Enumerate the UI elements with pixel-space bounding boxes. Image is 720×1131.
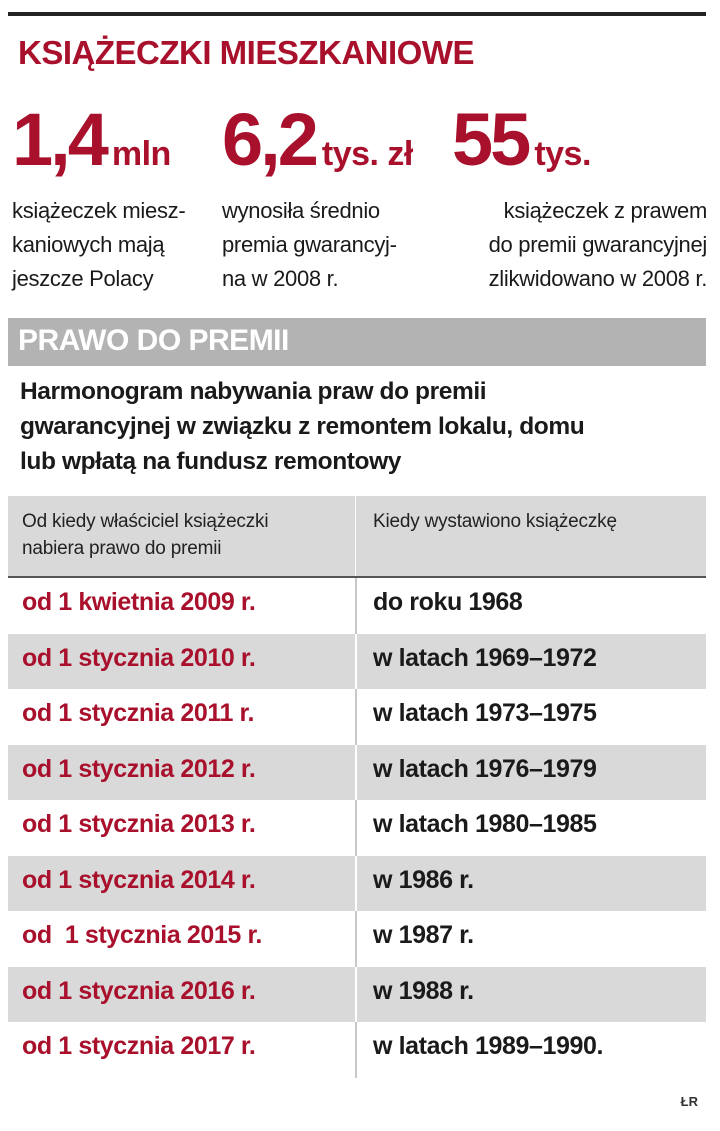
schedule-table (8, 496, 706, 1078)
stat-unit: mln (111, 135, 171, 173)
table-row (8, 967, 706, 1023)
top-rule (8, 12, 706, 16)
stat-value: 1,4 (12, 98, 106, 181)
column-divider (355, 800, 357, 856)
cell-issue-period: w latach 1969–1972 (373, 643, 597, 672)
section-subtitle: Harmonogram nabywania praw do premii gwarancyjnej w związku z remontem lokalu, domu lub wpłatą na fundusz remontowy (20, 378, 585, 475)
table-row (8, 634, 706, 690)
cell-from-date: od 1 stycznia 2017 r. (22, 1032, 256, 1060)
table-row (8, 911, 706, 967)
column-divider (355, 578, 357, 634)
table-row (8, 856, 706, 912)
column-divider (355, 911, 357, 967)
column-divider (355, 496, 356, 576)
column-divider (355, 689, 357, 745)
table-row (8, 689, 706, 745)
table-row (8, 745, 706, 801)
stat-books-count (12, 92, 212, 296)
cell-from-date: od 1 stycznia 2012 r. (22, 754, 256, 783)
stat-value: 55 (452, 98, 529, 181)
stat-description: wynosiła średnio premia gwarancyj- na w 2008 r. (222, 198, 397, 291)
cell-issue-period: w latach 1989–1990. (373, 1032, 604, 1060)
table-row (8, 800, 706, 856)
column-divider (355, 1022, 357, 1078)
cell-from-date: od 1 stycznia 2010 r. (22, 643, 256, 672)
column-header-from-when: Od kiedy właściciel książeczki nabiera prawo do premii (22, 511, 269, 559)
cell-issue-period: w latach 1973–1975 (373, 699, 597, 727)
stat-description: książeczek z prawem do premii gwarancyjnej zlikwidowano w 2008 r. (488, 198, 707, 291)
cell-issue-period: w 1987 r. (373, 921, 474, 949)
cell-issue-period: w 1986 r. (373, 865, 474, 894)
cell-from-date: od 1 stycznia 2014 r. (22, 865, 256, 894)
stat-average-premium (222, 92, 437, 296)
cell-from-date: od 1 stycznia 2016 r. (22, 976, 256, 1005)
author-credit: ŁR (680, 1094, 698, 1109)
cell-issue-period: w latach 1980–1985 (373, 810, 597, 838)
stat-unit: tys. zł (321, 135, 413, 173)
cell-from-date: od 1 stycznia 2015 r. (22, 921, 262, 949)
stat-description: książeczek miesz- kaniowych mają jeszcze Polacy (12, 198, 186, 291)
infographic-title: KSIĄŻECZKI MIESZKANIOWE (18, 34, 474, 71)
section-header (8, 318, 706, 366)
cell-issue-period: w 1988 r. (373, 976, 474, 1005)
column-divider (355, 967, 357, 1023)
table-row (8, 1022, 706, 1078)
cell-issue-period: do roku 1968 (373, 588, 523, 616)
column-divider (355, 634, 357, 690)
stat-value: 6,2 (222, 98, 316, 181)
table-header (8, 496, 706, 578)
stat-closed-books (452, 92, 707, 296)
cell-from-date: od 1 stycznia 2011 r. (22, 699, 255, 727)
section-title: PRAWO DO PREMII (18, 324, 289, 357)
cell-from-date: od 1 stycznia 2013 r. (22, 810, 256, 838)
table-row (8, 578, 706, 634)
column-header-issued-when: Kiedy wystawiono książeczkę (373, 511, 617, 532)
column-divider (355, 856, 357, 912)
cell-from-date: od 1 kwietnia 2009 r. (22, 588, 256, 616)
column-divider (355, 745, 357, 801)
cell-issue-period: w latach 1976–1979 (373, 754, 597, 783)
stat-unit: tys. (534, 135, 591, 173)
